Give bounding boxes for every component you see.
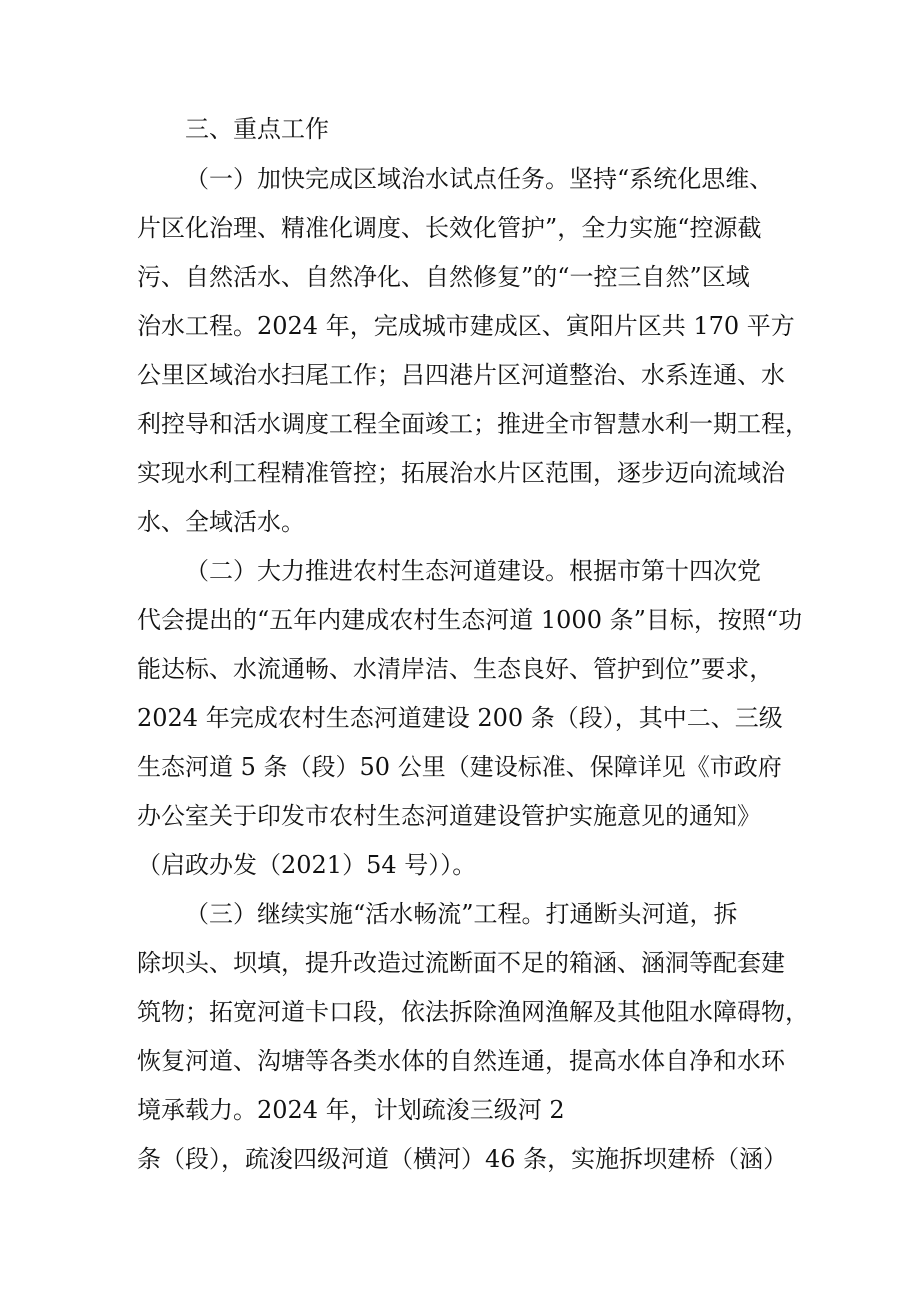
paragraph-1-line-4: 治水工程。2024 年，完成城市建成区、寅阳片区共 170 平方 bbox=[137, 312, 795, 340]
paragraph-3-line-4: 恢复河道、沟塘等各类水体的自然连通，提高水体自净和水环 bbox=[137, 1047, 785, 1075]
paragraph-1-line-5: 公里区域治水扫尾工作；吕四港片区河道整治、水系连通、水 bbox=[137, 361, 785, 389]
paragraph-2-line-1: （二）大力推进农村生态河道建设。根据市第十四次党 bbox=[185, 557, 761, 585]
paragraph-2-line-6: 办公室关于印发市农村生态河道建设管护实施意见的通知》 bbox=[137, 802, 761, 830]
paragraph-2-line-4: 2024 年完成农村生态河道建设 200 条（段），其中二、三级 bbox=[137, 704, 783, 732]
paragraph-3-line-6: 条（段），疏浚四级河道（横河）46 条，实施拆坝建桥（涵） bbox=[137, 1145, 788, 1173]
paragraph-1-line-3: 污、自然活水、自然净化、自然修复”的“一控三自然”区域 bbox=[137, 263, 750, 291]
paragraph-1-line-2: 片区化治理、精准化调度、长效化管护”，全力实施“控源截 bbox=[137, 214, 762, 242]
paragraph-3-line-1: （三）继续实施“活水畅流”工程。打通断头河道，拆 bbox=[185, 900, 738, 928]
paragraph-3-line-5: 境承载力。2024 年，计划疏浚三级河 2 bbox=[137, 1096, 565, 1124]
paragraph-2-line-7: （启政办发（2021）54 号））。 bbox=[137, 851, 477, 879]
paragraph-1-line-6: 利控导和活水调度工程全面竣工；推进全市智慧水利一期工程， bbox=[137, 410, 809, 438]
section-heading: 三、重点工作 bbox=[185, 115, 329, 143]
paragraph-1-line-7: 实现水利工程精准管控；拓展治水片区范围，逐步迈向流域治 bbox=[137, 459, 785, 487]
paragraph-1-line-1: （一）加快完成区域治水试点任务。坚持“系统化思维、 bbox=[185, 165, 774, 193]
paragraph-1-line-8: 水、全域活水。 bbox=[137, 508, 305, 536]
paragraph-2-line-3: 能达标、水流通畅、水清岸洁、生态良好、管护到位”要求， bbox=[137, 655, 774, 683]
paragraph-2-line-5: 生态河道 5 条（段）50 公里（建设标准、保障详见《市政府 bbox=[137, 753, 782, 781]
paragraph-3-line-3: 筑物；拓宽河道卡口段，依法拆除渔网渔解及其他阻水障碍物， bbox=[137, 998, 809, 1026]
paragraph-3-line-2: 除坝头、坝填，提升改造过流断面不足的箱涵、涵洞等配套建 bbox=[137, 949, 785, 977]
paragraph-2-line-2: 代会提出的“五年内建成农村生态河道 1000 条”目标，按照“功 bbox=[137, 606, 803, 634]
